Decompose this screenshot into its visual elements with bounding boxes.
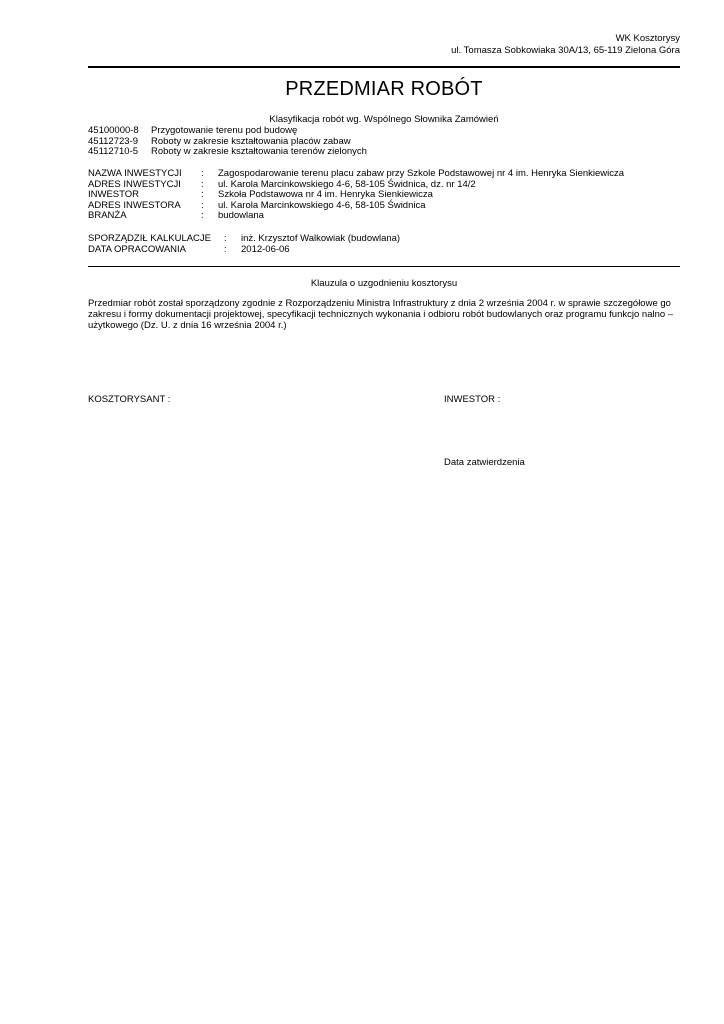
field-separator: : bbox=[201, 168, 204, 179]
field-separator: : bbox=[201, 210, 204, 221]
investment-row bbox=[88, 169, 624, 180]
approval-date-label: Data zatwierdzenia bbox=[444, 457, 525, 468]
field-separator: : bbox=[224, 233, 227, 244]
document-title: PRZEDMIAR ROBÓT bbox=[285, 78, 483, 100]
investment-info bbox=[88, 169, 624, 222]
field-value: ul. Karola Marcinkowskiego 4-6, 58-105 Świdnica, dz. nr 14/2 bbox=[218, 178, 476, 190]
investment-row bbox=[88, 211, 624, 222]
investor-signature-label: INWESTOR : bbox=[444, 394, 501, 405]
field-value: inż. Krzysztof Walkowiak (budowlana) bbox=[241, 233, 401, 244]
preparation-info bbox=[88, 234, 400, 255]
classification-item bbox=[88, 147, 367, 158]
field-separator: : bbox=[201, 178, 204, 190]
cpv-code: 45112723-9 bbox=[88, 135, 139, 147]
field-label: SPORZĄDZIŁ KALKULACJE bbox=[88, 233, 212, 244]
company-name: WK Kosztorysy bbox=[615, 33, 680, 44]
field-label: ADRES INWESTYCJI bbox=[88, 178, 181, 190]
cpv-label: Roboty w zakresie kształtowania terenów zielonych bbox=[151, 146, 367, 157]
field-separator: : bbox=[224, 243, 227, 255]
field-value: Zagospodarowanie terenu placu zabaw przy Szkole Podstawowej nr 4 im. Henryka Sienkiewicza bbox=[218, 168, 625, 179]
classification-heading: Klasyfikacja robót wg. Wspólnego Słownika Zamówień bbox=[269, 114, 499, 125]
investment-row bbox=[88, 201, 624, 212]
field-label: INWESTOR bbox=[88, 189, 140, 200]
field-value: ul. Karola Marcinkowskiego 4-6, 58-105 Świdnica bbox=[218, 199, 426, 211]
investment-row bbox=[88, 190, 624, 201]
company-address: ul. Tomasza Sobkowiaka 30A/13, 65-119 Zielona Góra bbox=[451, 45, 680, 56]
clause-heading: Klauzula o uzgodnieniu kosztorysu bbox=[310, 278, 458, 289]
estimator-signature-label: KOSZTORYSANT : bbox=[88, 394, 171, 405]
company-header bbox=[451, 33, 680, 57]
field-separator: : bbox=[201, 199, 204, 211]
cpv-label: Przygotowanie terenu pod budowę bbox=[151, 125, 298, 136]
field-value: Szkoła Podstawowa nr 4 im. Henryka Sienkiewicza bbox=[218, 189, 433, 200]
cpv-code: 45112710-5 bbox=[88, 146, 139, 157]
cpv-code: 45100000-8 bbox=[88, 125, 139, 136]
field-value: budowlana bbox=[218, 210, 264, 221]
field-separator: : bbox=[201, 189, 204, 200]
field-value: 2012-06-06 bbox=[241, 243, 290, 255]
preparation-row bbox=[88, 245, 400, 256]
cpv-label: Roboty w zakresie kształtowania placów zabaw bbox=[151, 135, 351, 147]
section-divider bbox=[88, 266, 680, 267]
field-label: ADRES INWESTORA bbox=[88, 199, 181, 211]
top-divider bbox=[88, 66, 680, 68]
preparation-row bbox=[88, 234, 400, 245]
field-label: BRANŻA bbox=[88, 210, 127, 221]
classification-list bbox=[88, 126, 367, 158]
field-label: NAZWA INWESTYCJI bbox=[88, 168, 182, 179]
field-label: DATA OPRACOWANIA bbox=[88, 243, 187, 255]
classification-item bbox=[88, 126, 367, 137]
clause-paragraph: Przedmiar robót został sporządzony zgodnie z Rozporządzeniu Ministra Infrastruktury z dnia 2 września 2004 r. w sprawie szczegółowe go zakresu i formy dokumentacji projektowej, specyfikacji technicznych wykonania i odbioru robót budowlanych oraz programu funkcjo nalno – użytkowego (Dz. U. z dnia 16 września 2004 r.) bbox=[88, 298, 674, 331]
